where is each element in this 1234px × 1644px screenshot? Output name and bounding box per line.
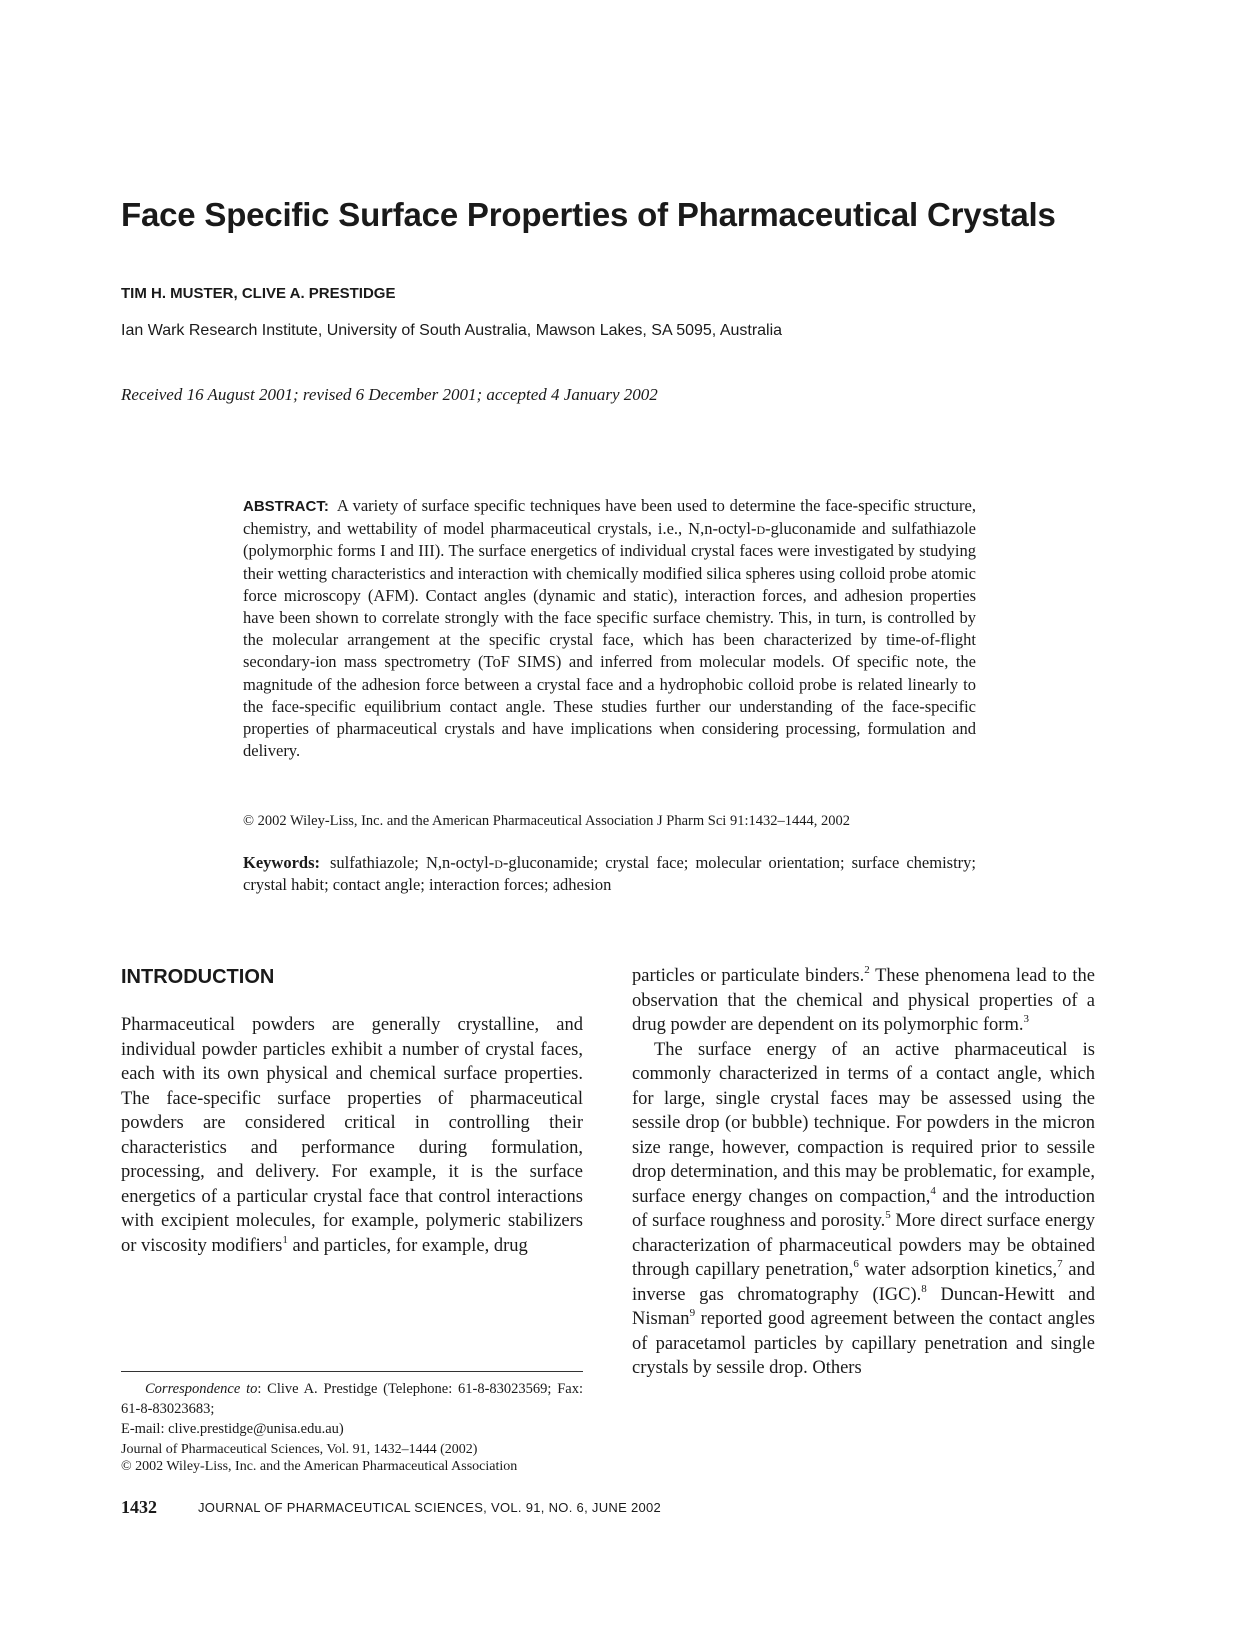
correspondence-footnote [121,1379,583,1439]
abstract-text-2: -gluconamide and sulfathiazole (polymorphic forms I and III). The surface energetics of individual crystal faces were investigated by studying their wetting characteristics and interaction with chemically modified silica spheres using colloid probe atomic force microscopy (AFM). Contact angles (dynamic and static), interaction forces, and adhesion properties have been shown to correlate strongly with the face specific surface chemistry. This, in turn, is controlled by the molecular arrangement at the specific crystal face, which has been characterized by time-of-flight secondary-ion mass spectrometry (ToF SIMS) and inferred from molecular models. Of specific note, the magnitude of the adhesion force between a crystal face and a hydrophobic colloid probe is related linearly to the face-specific equilibrium contact angle. These studies further our understanding of the face-specific properties of pharmaceutical crystals and have implications when considering processing, formulation and delivery. [243,519,976,761]
right-column [632,964,1095,1381]
intro-text: particles or particulate binders. [632,966,865,986]
intro-text: water adsorption kinetics, [858,1260,1058,1280]
citation-ref: 5 [885,1209,891,1221]
page-title: Face Specific Surface Properties of Pharmaceutical Crystals [121,196,1056,233]
footnote-divider [121,1371,583,1372]
intro-text: More direct surface energy characterization of pharmaceutical powders may be obtained through capillary penetration, [632,1211,1095,1280]
intro-text: Duncan-Hewitt and Nisman [632,1284,1095,1329]
citation-ref: 6 [853,1258,859,1270]
abstract-label: ABSTRACT: [243,498,329,515]
affiliation: Ian Wark Research Institute, University of South Australia, Mawson Lakes, SA 5095, Australia [121,322,783,339]
citation-ref: 7 [1057,1258,1063,1270]
keywords [243,852,976,896]
abstract-copyright: © 2002 Wiley-Liss, Inc. and the American Pharmaceutical Association J Pharm Sci 91:1432–1444, 2002 [243,813,850,829]
correspondence-label: Correspondence to [145,1381,258,1397]
page-number: 1432 [121,1497,157,1517]
intro-paragraph-2 [632,1038,1095,1381]
intro-text: reported good agreement between the contact angles of paracetamol particles by capillary penetration and single crystals by sessile drop. Others [632,1309,1095,1378]
citation-ref: 3 [1023,1013,1029,1025]
citation-ref: 9 [689,1307,696,1319]
correspondence-text: : Clive A. Prestidge (Telephone: 61-8-83023569; Fax: 61-8-83023683; [121,1381,583,1417]
intro-paragraph-1 [121,1013,583,1258]
running-footer: JOURNAL OF PHARMACEUTICAL SCIENCES, VOL. 91, NO. 6, JUNE 2002 [198,1500,662,1515]
journal-copyright-line: © 2002 Wiley-Liss, Inc. and the American Pharmaceutical Association [121,1459,518,1474]
left-column [121,1013,583,1258]
journal-line: Journal of Pharmaceutical Sciences, Vol. 91, 1432–1444 (2002) [121,1442,478,1457]
intro-text: The surface energy of an active pharmaceutical is commonly characterized in terms of a contact angle, which for large, single crystal faces may be assessed using the sessile drop (or bubble) technique. For powders in the micron size range, however, compaction is required prior to sessile drop determination, and this may be problematic, for example, surface energy changes on compaction, [632,1039,1095,1207]
abstract [243,495,976,762]
correspondence-email: E-mail: clive.prestidge@unisa.edu.au) [121,1421,344,1437]
citation-ref: 1 [282,1233,288,1246]
citation-ref: 2 [864,964,870,976]
intro-text: Pharmaceutical powders are generally crystalline, and individual powder particles exhibit a number of crystal faces, each with its own physical and chemical surface properties. The face-specific surface properties of pharmaceutical powders are considered critical in controlling their characteristics and performance during formulation, processing, and delivery. For example, it is the surface energetics of a particular crystal face that control interactions with excipient molecules, for example, polymeric stabilizers or viscosity modifiers [121,1015,583,1256]
keywords-smallcaps-d: d [494,853,503,872]
keywords-text-2: -gluconamide; crystal face; molecular orientation; surface chemistry; crystal habit; contact angle; interaction forces; adhesion [243,853,976,895]
citation-ref: 4 [930,1184,936,1197]
received-dates: Received 16 August 2001; revised 6 December 2001; accepted 4 January 2002 [121,385,658,404]
keywords-text-1: sulfathiazole; N,n-octyl- [330,853,495,872]
abstract-text-1: A variety of surface specific techniques have been used to determine the face-specific structure, chemistry, and wettability of model pharmaceutical crystals, i.e., N,n-octyl- [243,496,976,539]
journal-citation [121,1441,583,1475]
intro-text: and particles, for example, drug [287,1235,528,1256]
abstract-smallcaps-d: d [756,519,766,539]
keywords-label: Keywords: [243,853,320,872]
intro-text: and inverse gas chromatography (IGC). [632,1260,1095,1305]
citation-ref: 8 [921,1282,927,1295]
intro-text: These phenomena lead to the observation that the chemical and physical properties of a drug powder are dependent on its polymorphic form. [632,966,1095,1035]
intro-text: and the introduction of surface roughness and porosity. [632,1186,1095,1231]
authors: TIM H. MUSTER, CLIVE A. PRESTIDGE [121,285,396,302]
section-heading-introduction: INTRODUCTION [121,966,275,988]
intro-paragraph-1-cont [632,964,1095,1038]
